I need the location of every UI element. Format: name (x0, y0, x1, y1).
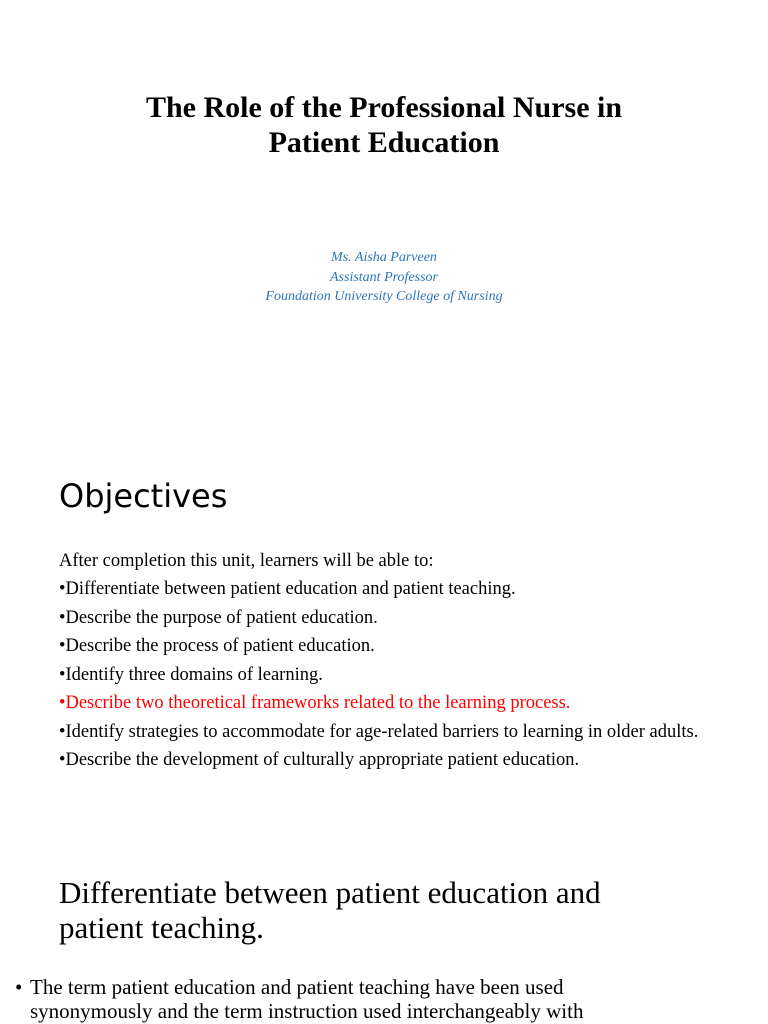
section-heading-line-2: patient teaching. (59, 910, 264, 945)
author-name: Ms. Aisha Parveen (331, 250, 437, 265)
objective-item: •Identify strategies to accommodate for age-related barriers to learning in older adults. (59, 721, 699, 742)
title-line-1: The Role of the Professional Nurse in (145, 91, 623, 124)
author-affiliation: Foundation University College of Nursing (265, 289, 503, 304)
objectives-list (59, 578, 699, 778)
objectives-intro: After completion this unit, learners will be able to: (59, 551, 434, 571)
objective-item: •Identify three domains of learning. (59, 664, 323, 685)
body-bullet (15, 975, 735, 1023)
author-block (0, 248, 768, 307)
bullet-marker: • (15, 975, 23, 999)
section-heading (59, 875, 699, 945)
objective-item-highlighted: •Describe two theoretical frameworks related to the learning process. (59, 693, 571, 713)
slide-title (0, 90, 768, 160)
section-heading-line-1: Differentiate between patient education and (59, 875, 601, 910)
bullet-text-line-1: The term patient education and patient teaching have been used (30, 975, 564, 999)
objectives-heading: Objectives (59, 477, 228, 515)
title-line-2: Patient Education (268, 126, 500, 159)
objective-item: •Describe the development of culturally appropriate patient education. (59, 750, 580, 770)
objective-item: •Differentiate between patient education and patient teaching. (59, 579, 516, 599)
author-role: Assistant Professor (330, 269, 438, 285)
bullet-text (30, 975, 735, 1023)
bullet-text-line-2: synonymously and the term instruction used interchangeably with (30, 999, 584, 1023)
objective-item: •Describe the purpose of patient education. (59, 607, 378, 628)
objective-item: •Describe the process of patient education. (59, 636, 375, 656)
